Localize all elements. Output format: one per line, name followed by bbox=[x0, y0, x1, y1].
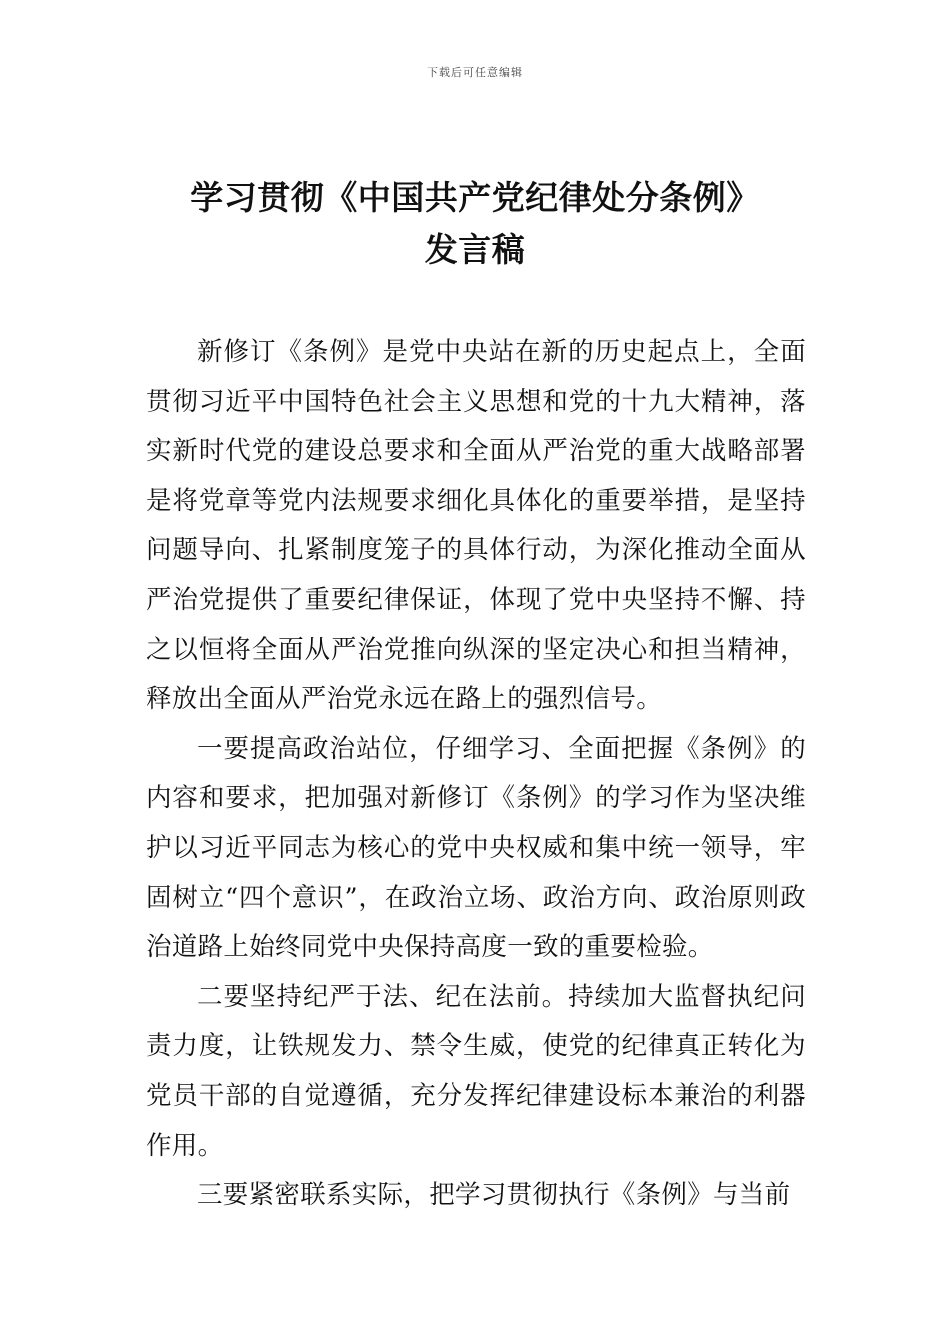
title-line-1: 学习贯彻《中国共产党纪律处分条例》 bbox=[190, 178, 760, 217]
page-header-note: 下载后可任意编辑 bbox=[427, 66, 523, 79]
paragraph-point-2: 二要坚持纪严于法、纪在法前。持续加大监督执纪问责力度，让铁规发力、禁令生威，使党的纪律真正转化为党员干部的自觉遵循，充分发挥纪律建设标本兼治的利器作用。 bbox=[146, 981, 806, 1161]
paragraph-point-3: 三要紧密联系实际，把学习贯彻执行《条例》与当前 bbox=[197, 1180, 791, 1211]
paragraph-point-1: 一要提高政治站位，仔细学习、全面把握《条例》的内容和要求，把加强对新修订《条例》的学习作为坚决维护以习近平同志为核心的党中央权威和集中统一领导，牢固树立“四个意识”，在政治立场、政治方向、政治原则政治道路上始终同党中央保持高度一致的重要检验。 bbox=[146, 733, 806, 963]
paragraph-intro: 新修订《条例》是党中央站在新的历史起点上，全面贯彻习近平中国特色社会主义思想和党的十九大精神，落实新时代党的建设总要求和全面从严治党的重大战略部署是将党章等党内法规要求细化具体化的重要举措，是坚持问题导向、扎紧制度笼子的具体行动，为深化推动全面从严治党提供了重要纪律保证，体现了党中央坚持不懈、持之以恒将全面从严治党推向纵深的坚定决心和担当精神，释放出全面从严治党永远在路上的强烈信号。 bbox=[146, 337, 806, 715]
document-body bbox=[146, 328, 806, 1221]
title-line-2: 发言稿 bbox=[424, 230, 526, 269]
document-title bbox=[0, 172, 950, 276]
